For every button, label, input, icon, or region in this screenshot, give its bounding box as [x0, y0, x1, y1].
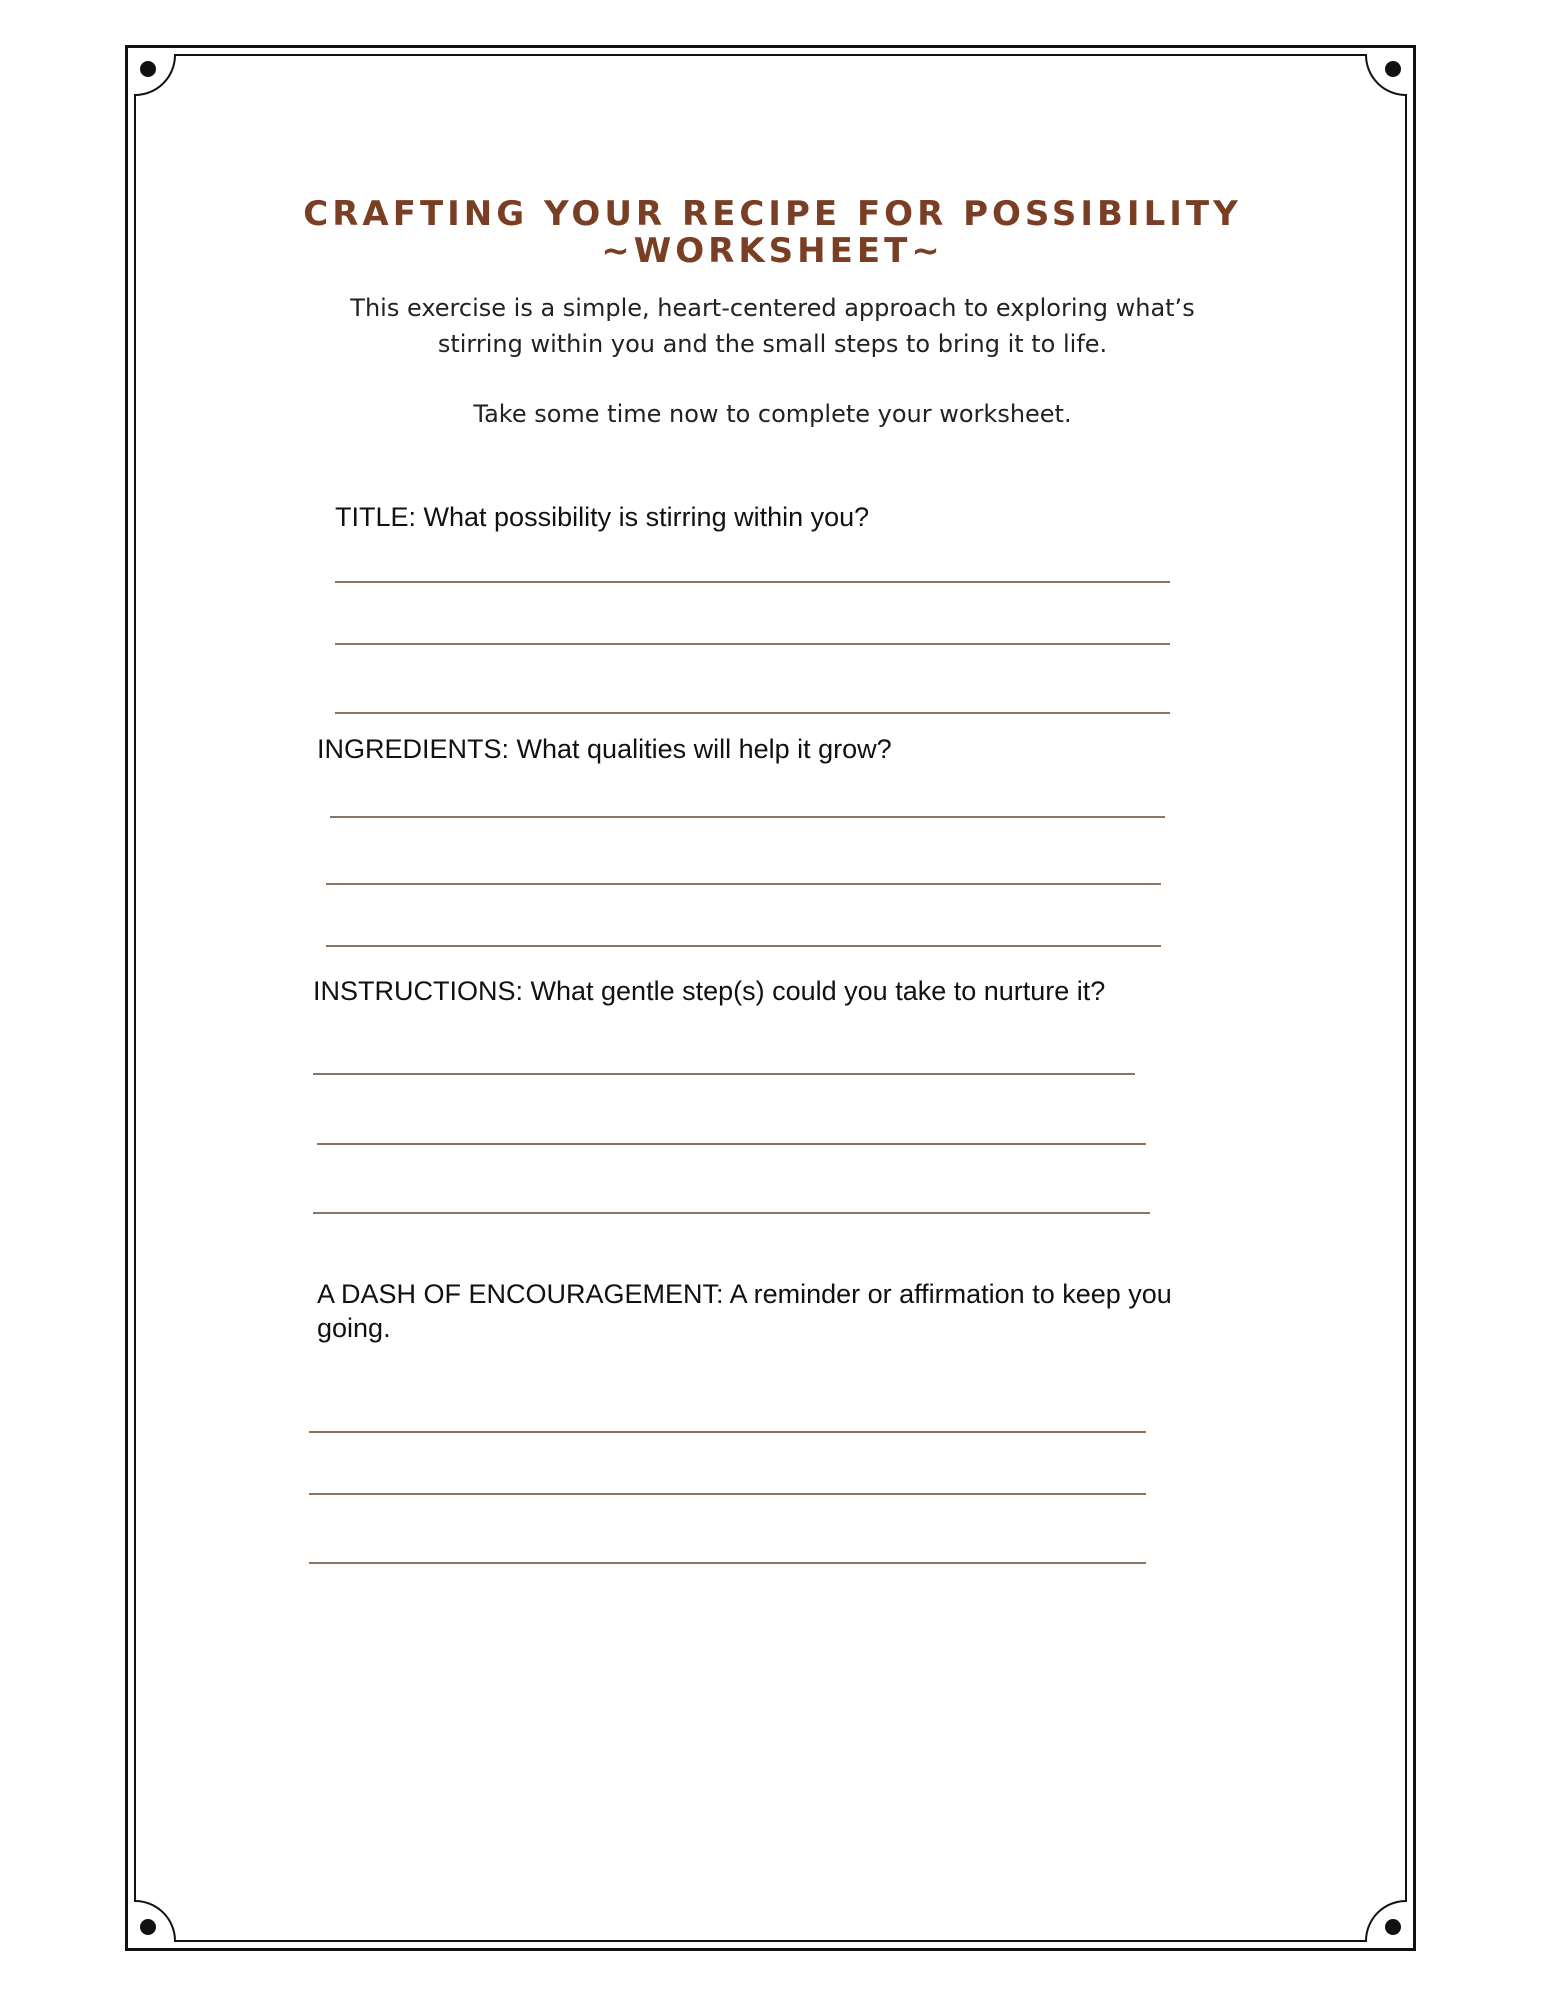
intro-paragraph — [0, 290, 1545, 362]
title-prompt: TITLE: What possibility is stirring within you? — [335, 502, 870, 532]
encouragement-answer-line-3[interactable] — [309, 1562, 1146, 1564]
intro-line-2: stirring within you and the small steps to bring it to life. — [437, 330, 1108, 358]
worksheet-subtitle: ~WORKSHEET~ — [601, 231, 944, 271]
title-answer-line-1[interactable] — [335, 581, 1170, 583]
ingredients-prompt: INGREDIENTS: What qualities will help it grow? — [317, 734, 892, 764]
corner-dot-bottom-left — [140, 1919, 156, 1935]
intro-instruction: Take some time now to complete your worksheet. — [473, 400, 1072, 428]
encouragement-prompt-line-2: going. — [317, 1313, 391, 1343]
intro-line-1: This exercise is a simple, heart-centered approach to exploring what’s — [350, 294, 1195, 322]
instructions-prompt: INSTRUCTIONS: What gentle step(s) could you take to nurture it? — [313, 976, 1106, 1006]
corner-dot-bottom-right — [1385, 1919, 1401, 1935]
encouragement-answer-line-1[interactable] — [309, 1431, 1146, 1433]
encouragement-prompt-line-1: A DASH OF ENCOURAGEMENT: A reminder or affirmation to keep you — [317, 1279, 1172, 1309]
encouragement-answer-line-2[interactable] — [309, 1493, 1146, 1495]
title-answer-line-3[interactable] — [335, 712, 1170, 714]
instructions-answer-line-2[interactable] — [317, 1143, 1146, 1145]
instructions-answer-line-3[interactable] — [313, 1212, 1150, 1214]
title-answer-line-2[interactable] — [335, 643, 1170, 645]
ingredients-answer-line-2[interactable] — [326, 883, 1161, 885]
instructions-answer-line-1[interactable] — [313, 1073, 1135, 1075]
ingredients-answer-line-3[interactable] — [326, 945, 1161, 947]
corner-dot-top-left — [140, 61, 156, 77]
corner-dot-top-right — [1385, 61, 1401, 77]
worksheet-title: CRAFTING YOUR RECIPE FOR POSSIBILITY — [303, 194, 1242, 234]
ingredients-answer-line-1[interactable] — [330, 816, 1165, 818]
encouragement-prompt — [317, 1277, 1197, 1345]
